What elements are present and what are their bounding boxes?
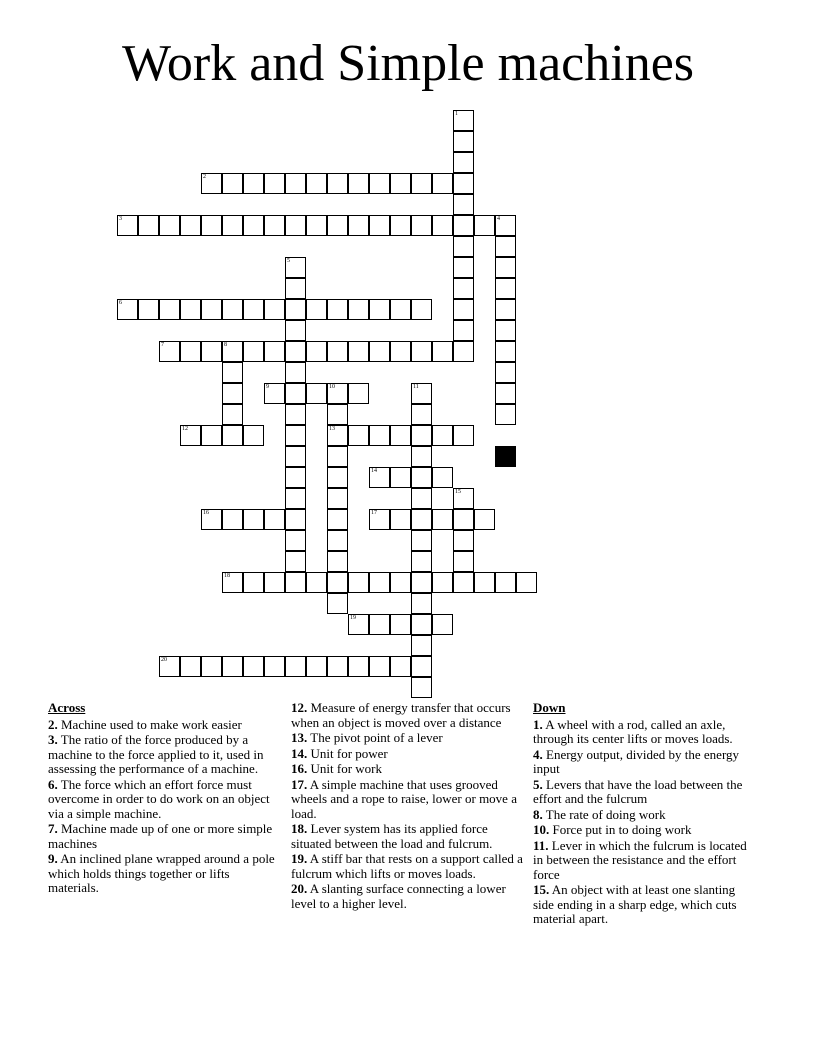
grid-cell[interactable]: [453, 572, 474, 593]
grid-cell[interactable]: [285, 530, 306, 551]
grid-cell[interactable]: [180, 215, 201, 236]
grid-cell[interactable]: [432, 614, 453, 635]
grid-cell[interactable]: [453, 341, 474, 362]
clue-number: 17: [371, 510, 377, 516]
clue-text: Lever in which the fulcrum is located in between the resistance and the effort force: [533, 837, 747, 882]
across-clue: [291, 822, 523, 851]
grid-cell[interactable]: [432, 215, 453, 236]
across-clues-col-1: [48, 701, 276, 897]
grid-cell[interactable]: [306, 215, 327, 236]
grid-cell[interactable]: [495, 341, 516, 362]
clue-num: 9.: [48, 851, 58, 866]
clue-text: Measure of energy transfer that occurs when an object is moved over a distance: [291, 700, 511, 730]
grid-cell[interactable]: [411, 656, 432, 677]
grid-cell[interactable]: [453, 530, 474, 551]
grid-cell[interactable]: [285, 509, 306, 530]
grid-cell[interactable]: [495, 215, 516, 236]
grid-cell[interactable]: [369, 341, 390, 362]
clue-number: 19: [350, 615, 356, 621]
grid-cell[interactable]: [411, 299, 432, 320]
across-clue: [291, 852, 523, 881]
clue-text: Levers that have the load between the effort and the fulcrum: [533, 776, 743, 806]
grid-cell[interactable]: [411, 383, 432, 404]
grid-cell[interactable]: [201, 173, 222, 194]
grid-cell[interactable]: [285, 173, 306, 194]
down-clue: [533, 718, 758, 747]
clue-number: 12: [182, 426, 188, 432]
across-heading: Across: [48, 700, 86, 715]
grid-cell[interactable]: [201, 425, 222, 446]
grid-cell[interactable]: [117, 299, 138, 320]
grid-cell[interactable]: [348, 572, 369, 593]
grid-cell[interactable]: [411, 593, 432, 614]
grid-cell[interactable]: [453, 320, 474, 341]
grid-cell[interactable]: [453, 425, 474, 446]
grid-cell[interactable]: [138, 299, 159, 320]
grid-cell[interactable]: [159, 656, 180, 677]
clue-num: 4.: [533, 746, 543, 762]
grid-cell[interactable]: [327, 572, 348, 593]
grid-cell[interactable]: [453, 173, 474, 194]
grid-cell[interactable]: [222, 341, 243, 362]
clue-num: 12.: [291, 700, 308, 715]
grid-cell[interactable]: [474, 215, 495, 236]
clue-number: 9: [266, 384, 269, 390]
grid-cell[interactable]: [327, 593, 348, 614]
grid-cell[interactable]: [411, 488, 432, 509]
grid-cell[interactable]: [411, 425, 432, 446]
grid-cell[interactable]: [306, 383, 327, 404]
grid-cell[interactable]: [369, 572, 390, 593]
grid-cell[interactable]: [285, 383, 306, 404]
grid-cell[interactable]: [411, 446, 432, 467]
grid-cell[interactable]: [411, 215, 432, 236]
clue-text: A slanting surface connecting a lower level to a higher level.: [291, 881, 506, 911]
grid-cell[interactable]: [411, 467, 432, 488]
clue-num: 14.: [291, 745, 308, 761]
grid-cell[interactable]: [285, 341, 306, 362]
clue-number: 10: [329, 384, 335, 390]
grid-cell[interactable]: [264, 509, 285, 530]
grid-cell[interactable]: [159, 299, 180, 320]
clue-text: Machine used to make work easier: [57, 716, 242, 732]
grid-cell[interactable]: [411, 341, 432, 362]
grid-cell[interactable]: [495, 362, 516, 383]
grid-cell[interactable]: [369, 614, 390, 635]
grid-cell[interactable]: [369, 299, 390, 320]
grid-cell[interactable]: [222, 173, 243, 194]
down-clue: [533, 823, 758, 838]
clue-text: A stiff bar that rests on a support called a fulcrum which lifts or moves loads.: [291, 851, 523, 881]
grid-cell[interactable]: [432, 467, 453, 488]
grid-cell[interactable]: [495, 257, 516, 278]
grid-cell[interactable]: [180, 425, 201, 446]
grid-cell[interactable]: [327, 509, 348, 530]
grid-cell[interactable]: [369, 656, 390, 677]
clue-text: An inclined plane wrapped around a pole which holds things together or lifts materials.: [48, 851, 275, 895]
grid-cell[interactable]: [285, 362, 306, 383]
grid-cell[interactable]: [201, 215, 222, 236]
grid-cell[interactable]: [453, 257, 474, 278]
grid-cell[interactable]: [327, 488, 348, 509]
grid-cell[interactable]: [285, 656, 306, 677]
grid-cell[interactable]: [348, 215, 369, 236]
clue-num: 10.: [533, 822, 550, 837]
grid-cell[interactable]: [243, 656, 264, 677]
grid-cell[interactable]: [348, 383, 369, 404]
down-clue: [533, 778, 758, 807]
clue-text: A simple machine that uses grooved wheels and a rope to raise, lower or move a load.: [291, 776, 517, 821]
grid-cell[interactable]: [369, 215, 390, 236]
grid-cell[interactable]: [222, 425, 243, 446]
clue-num: 15.: [533, 882, 550, 897]
grid-cell[interactable]: [390, 173, 411, 194]
grid-cell[interactable]: [327, 383, 348, 404]
clue-text: Machine made up of one or more simple machines: [48, 821, 273, 851]
across-clue: [291, 778, 523, 822]
grid-cell[interactable]: [327, 530, 348, 551]
across-clue: [291, 731, 523, 746]
grid-cell[interactable]: [390, 467, 411, 488]
down-clue: [533, 839, 758, 883]
clue-number: 5: [287, 258, 290, 264]
clue-number: 14: [371, 468, 377, 474]
grid-cell[interactable]: [495, 572, 516, 593]
down-clue: [533, 748, 758, 777]
clue-num: 19.: [291, 851, 308, 866]
grid-cell[interactable]: [201, 341, 222, 362]
clue-number: 1: [455, 111, 458, 117]
grid-cell[interactable]: [285, 467, 306, 488]
grid-cell[interactable]: [411, 173, 432, 194]
grid-cell[interactable]: [432, 425, 453, 446]
grid-cell[interactable]: [474, 572, 495, 593]
grid-cell[interactable]: [201, 656, 222, 677]
grid-cell[interactable]: [180, 299, 201, 320]
grid-cell[interactable]: [369, 467, 390, 488]
grid-cell[interactable]: [285, 299, 306, 320]
clue-text: The rate of doing work: [542, 806, 666, 822]
grid-cell[interactable]: [264, 656, 285, 677]
grid-cell[interactable]: [243, 572, 264, 593]
grid-cell[interactable]: [495, 320, 516, 341]
grid-cell[interactable]: [348, 656, 369, 677]
grid-cell[interactable]: [516, 572, 537, 593]
across-clue: [48, 852, 276, 896]
clue-num: 20.: [291, 881, 308, 896]
grid-cell[interactable]: [201, 299, 222, 320]
grid-cell[interactable]: [495, 278, 516, 299]
grid-cell[interactable]: [285, 278, 306, 299]
grid-cell[interactable]: [411, 614, 432, 635]
grid-cell[interactable]: [432, 173, 453, 194]
grid-cell[interactable]: [348, 341, 369, 362]
grid-cell[interactable]: [390, 425, 411, 446]
clue-number: 8: [224, 342, 227, 348]
clue-text: Force put in to doing work: [549, 822, 692, 837]
grid-cell[interactable]: [453, 299, 474, 320]
grid-cell[interactable]: [390, 614, 411, 635]
grid-cell[interactable]: [327, 551, 348, 572]
grid-cell[interactable]: [117, 215, 138, 236]
clue-text: A wheel with a rod, called an axle, through its center lifts or moves loads.: [533, 716, 733, 746]
down-clue: [533, 808, 758, 823]
across-clue: [291, 701, 523, 730]
clue-number: 7: [161, 342, 164, 348]
grid-cell[interactable]: [495, 236, 516, 257]
grid-cell[interactable]: [453, 278, 474, 299]
grid-cell[interactable]: [306, 656, 327, 677]
grid-cell[interactable]: [264, 572, 285, 593]
grid-cell[interactable]: [432, 509, 453, 530]
clue-number: 16: [203, 510, 209, 516]
grid-cell[interactable]: [222, 656, 243, 677]
across-clue: [291, 762, 523, 777]
clue-num: 3.: [48, 732, 58, 747]
grid-cell[interactable]: [390, 509, 411, 530]
clue-number: 3: [119, 216, 122, 222]
clue-text: The ratio of the force produced by a machine to the force applied to it, used in assessing the performance of a machine.: [48, 732, 264, 776]
grid-cell[interactable]: [495, 299, 516, 320]
grid-cell[interactable]: [453, 131, 474, 152]
clue-num: 1.: [533, 716, 543, 732]
grid-cell[interactable]: [285, 257, 306, 278]
grid-cell[interactable]: [285, 425, 306, 446]
grid-cell[interactable]: [327, 425, 348, 446]
grid-cell[interactable]: [327, 446, 348, 467]
grid-cell[interactable]: [390, 656, 411, 677]
clue-number: 20: [161, 657, 167, 663]
clue-num: 5.: [533, 776, 543, 792]
clue-number: 11: [413, 384, 419, 390]
clue-text: An object with at least one slanting side ending in a sharp edge, which cuts material apart.: [533, 882, 737, 926]
clue-num: 11.: [533, 837, 549, 853]
grid-cell[interactable]: [390, 341, 411, 362]
clue-num: 7.: [48, 821, 58, 836]
grid-cell[interactable]: [306, 173, 327, 194]
grid-cell[interactable]: [453, 152, 474, 173]
grid-cell[interactable]: [411, 677, 432, 698]
grid-cell[interactable]: [327, 467, 348, 488]
grid-cell[interactable]: [306, 572, 327, 593]
grid-cell[interactable]: [138, 215, 159, 236]
grid-cell[interactable]: [222, 404, 243, 425]
clue-number: 4: [497, 216, 500, 222]
clue-number: 2: [203, 174, 206, 180]
grid-cell[interactable]: [243, 425, 264, 446]
grid-cell[interactable]: [285, 320, 306, 341]
across-clue: [291, 747, 523, 762]
grid-cell[interactable]: [327, 173, 348, 194]
grid-cell[interactable]: [285, 572, 306, 593]
grid-cell[interactable]: [243, 341, 264, 362]
down-clues-col: [533, 701, 758, 928]
grid-cell[interactable]: [390, 572, 411, 593]
grid-cell[interactable]: [495, 404, 516, 425]
grid-cell[interactable]: [243, 215, 264, 236]
clue-number: 15: [455, 489, 461, 495]
clue-text: The force which an effort force must overcome in order to do work on an object via a simple machine.: [48, 776, 270, 821]
clue-num: 13.: [291, 730, 308, 745]
down-clue: [533, 883, 758, 927]
clue-text: Lever system has its applied force situated between the load and fulcrum.: [291, 821, 493, 851]
grid-cell[interactable]: [264, 383, 285, 404]
clue-number: 6: [119, 300, 122, 306]
black-cell: [495, 446, 516, 467]
grid-cell[interactable]: [264, 299, 285, 320]
grid-cell[interactable]: [201, 509, 222, 530]
grid-cell[interactable]: [411, 404, 432, 425]
grid-cell[interactable]: [411, 530, 432, 551]
across-clue: [48, 718, 276, 733]
grid-cell[interactable]: [348, 173, 369, 194]
grid-cell[interactable]: [453, 551, 474, 572]
down-heading: Down: [533, 700, 566, 715]
grid-cell[interactable]: [285, 404, 306, 425]
grid-cell[interactable]: [411, 509, 432, 530]
grid-cell[interactable]: [222, 572, 243, 593]
grid-cell[interactable]: [327, 215, 348, 236]
grid-cell[interactable]: [453, 215, 474, 236]
grid-cell[interactable]: [222, 362, 243, 383]
clue-num: 18.: [291, 821, 308, 836]
clue-text: Energy output, divided by the energy input: [533, 746, 740, 776]
grid-cell[interactable]: [264, 341, 285, 362]
clue-text: The pivot point of a lever: [307, 730, 443, 745]
grid-cell[interactable]: [327, 404, 348, 425]
grid-cell[interactable]: [285, 446, 306, 467]
grid-cell[interactable]: [411, 551, 432, 572]
clue-text: Unit for power: [307, 745, 388, 761]
clue-num: 2.: [48, 716, 58, 732]
grid-cell[interactable]: [285, 488, 306, 509]
grid-cell[interactable]: [432, 572, 453, 593]
grid-cell[interactable]: [432, 341, 453, 362]
clue-num: 6.: [48, 776, 58, 792]
grid-cell[interactable]: [222, 215, 243, 236]
grid-cell[interactable]: [411, 572, 432, 593]
grid-cell[interactable]: [306, 299, 327, 320]
across-clue: [48, 733, 276, 777]
grid-cell[interactable]: [369, 173, 390, 194]
across-clue: [48, 778, 276, 822]
grid-cell[interactable]: [180, 656, 201, 677]
across-clue: [291, 882, 523, 911]
grid-cell[interactable]: [495, 383, 516, 404]
grid-cell[interactable]: [243, 509, 264, 530]
grid-cell[interactable]: [285, 215, 306, 236]
across-clue: [48, 822, 276, 851]
grid-cell[interactable]: [348, 425, 369, 446]
grid-cell[interactable]: [327, 299, 348, 320]
grid-cell[interactable]: [306, 341, 327, 362]
grid-cell[interactable]: [285, 551, 306, 572]
grid-cell[interactable]: [243, 173, 264, 194]
grid-cell[interactable]: [453, 194, 474, 215]
grid-cell[interactable]: [222, 383, 243, 404]
grid-cell[interactable]: [327, 341, 348, 362]
grid-cell[interactable]: [411, 635, 432, 656]
grid-cell[interactable]: [390, 215, 411, 236]
grid-cell[interactable]: [369, 425, 390, 446]
grid-cell[interactable]: [369, 509, 390, 530]
grid-cell[interactable]: [264, 173, 285, 194]
grid-cell[interactable]: [327, 656, 348, 677]
grid-cell[interactable]: [264, 215, 285, 236]
grid-cell[interactable]: [180, 341, 201, 362]
grid-cell[interactable]: [453, 488, 474, 509]
grid-cell[interactable]: [453, 509, 474, 530]
clue-num: 16.: [291, 761, 308, 776]
grid-cell[interactable]: [348, 614, 369, 635]
grid-cell[interactable]: [474, 509, 495, 530]
grid-cell[interactable]: [222, 299, 243, 320]
grid-cell[interactable]: [390, 299, 411, 320]
grid-cell[interactable]: [453, 236, 474, 257]
clue-number: 13: [329, 426, 335, 432]
grid-cell[interactable]: [159, 215, 180, 236]
clue-number: 18: [224, 573, 230, 579]
clue-num: 8.: [533, 806, 543, 822]
grid-cell[interactable]: [453, 110, 474, 131]
grid-cell[interactable]: [348, 299, 369, 320]
clue-num: 17.: [291, 776, 308, 792]
grid-cell[interactable]: [159, 341, 180, 362]
puzzle-title: Work and Simple machines: [121, 35, 695, 92]
across-clues-col-2: [291, 701, 523, 912]
clue-text: Unit for work: [307, 761, 382, 776]
grid-cell[interactable]: [243, 299, 264, 320]
grid-cell[interactable]: [222, 509, 243, 530]
